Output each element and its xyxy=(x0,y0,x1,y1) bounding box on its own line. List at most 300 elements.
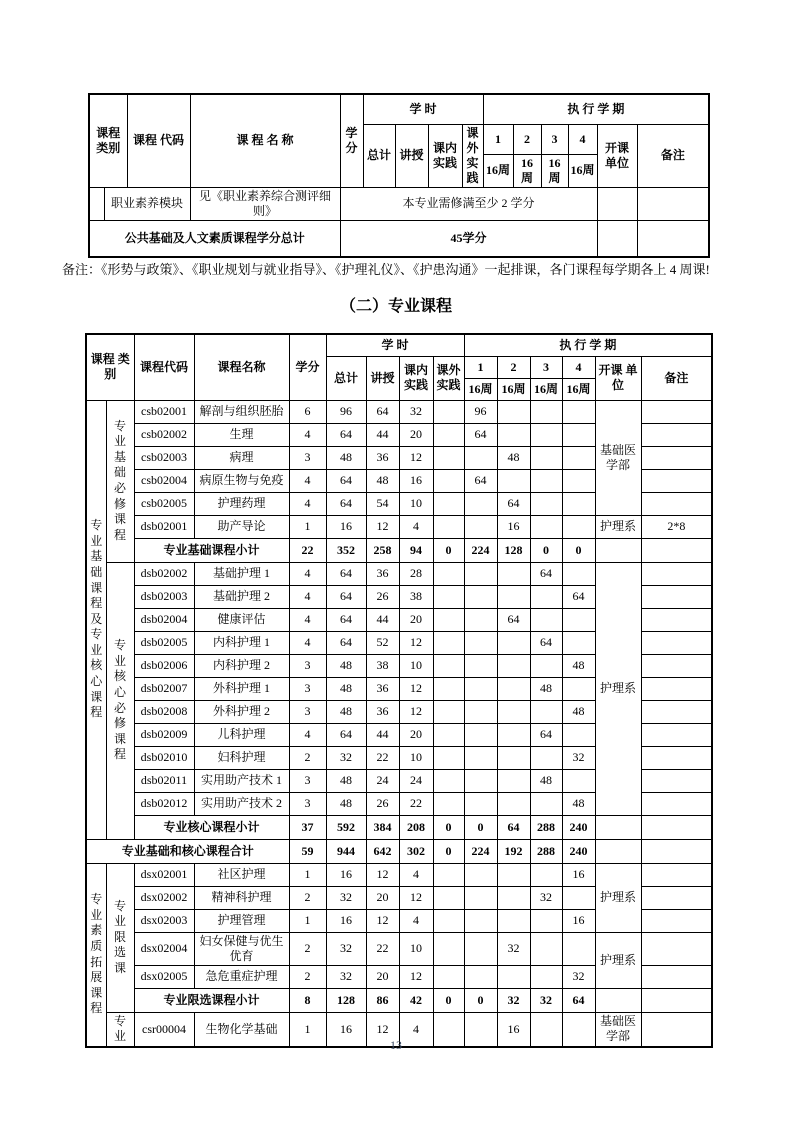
course-code: dsb02011 xyxy=(134,769,194,792)
sem4-hours: 64 xyxy=(562,585,595,608)
hours-practice-out-value xyxy=(433,608,464,631)
hours-total-value: 64 xyxy=(326,423,366,446)
sem2-hours xyxy=(497,863,530,886)
subtotal-label: 专业基础课程小计 xyxy=(134,538,289,562)
remark-cell xyxy=(641,886,712,909)
sem4-hours: 48 xyxy=(562,654,595,677)
col-hours: 学 时 xyxy=(326,334,464,356)
remark-cell xyxy=(641,863,712,886)
course-code: dsx02005 xyxy=(134,965,194,988)
col-sem-3: 3 xyxy=(530,356,562,378)
sem3-hours xyxy=(530,446,562,469)
subcategory-cell xyxy=(106,562,134,839)
hours-total-value: 592 xyxy=(326,815,366,839)
remark-cell xyxy=(641,815,712,839)
sem2-hours xyxy=(497,631,530,654)
hours-practice-in-value: 10 xyxy=(399,932,433,965)
sem2-hours xyxy=(497,654,530,677)
hours-practice-in-value: 12 xyxy=(399,677,433,700)
hours-practice-out-value xyxy=(433,965,464,988)
hours-lecture-value: 36 xyxy=(366,562,399,585)
category-cell xyxy=(86,863,106,1047)
sem2-hours xyxy=(497,562,530,585)
remark-cell xyxy=(641,746,712,769)
hours-total-value: 48 xyxy=(326,654,366,677)
col-remark: 备注 xyxy=(637,124,709,187)
subtotal-row xyxy=(86,988,712,1012)
col-sem-3: 3 xyxy=(541,124,568,154)
unit-cell: 基础医学部 xyxy=(595,400,641,515)
sem3-hours: 32 xyxy=(530,886,562,909)
sem4-hours: 32 xyxy=(562,746,595,769)
credit-value: 2 xyxy=(289,746,326,769)
course-name: 生物化学基础 xyxy=(194,1012,289,1047)
remark-cell xyxy=(641,723,712,746)
hours-practice-out-value xyxy=(433,886,464,909)
course-name: 内科护理 1 xyxy=(194,631,289,654)
hours-lecture-value: 44 xyxy=(366,423,399,446)
course-code: csb02004 xyxy=(134,469,194,492)
credit-value: 3 xyxy=(289,792,326,815)
hours-total-value: 944 xyxy=(326,839,366,863)
sem3-hours xyxy=(530,515,562,538)
col-credit: 学分 xyxy=(289,334,326,400)
sem3-hours: 64 xyxy=(530,631,562,654)
remark-cell xyxy=(641,769,712,792)
course-name: 实用助产技术 1 xyxy=(194,769,289,792)
sem2-hours: 32 xyxy=(497,932,530,965)
col-sem-4: 4 xyxy=(562,356,595,378)
empty-cell xyxy=(89,187,104,220)
col-name: 课程名称 xyxy=(194,334,289,400)
course-name: 生理 xyxy=(194,423,289,446)
module-row xyxy=(89,187,709,220)
sem2-hours xyxy=(497,423,530,446)
sem2-hours xyxy=(497,700,530,723)
sem1-hours xyxy=(464,446,497,469)
credit-value: 4 xyxy=(289,631,326,654)
sem4-hours xyxy=(562,723,595,746)
credit-value: 59 xyxy=(289,839,326,863)
sem2-hours xyxy=(497,769,530,792)
sem1-hours: 0 xyxy=(464,815,497,839)
sem4-hours: 64 xyxy=(562,988,595,1012)
hours-practice-out-value xyxy=(433,585,464,608)
table-header-row xyxy=(86,334,712,356)
course-name: 妇女保健与优生优育 xyxy=(194,932,289,965)
credit-value: 3 xyxy=(289,677,326,700)
hours-lecture-value: 26 xyxy=(366,792,399,815)
col-practice-out: 课外实践 xyxy=(433,356,464,400)
page-number: 13 xyxy=(390,1038,402,1052)
hours-practice-out-value xyxy=(433,492,464,515)
sem4-hours xyxy=(562,515,595,538)
sem2-hours xyxy=(497,723,530,746)
remark-cell xyxy=(641,469,712,492)
remark-cell xyxy=(637,187,709,220)
hours-lecture-value: 24 xyxy=(366,769,399,792)
credit-value: 4 xyxy=(289,492,326,515)
credit-value: 1 xyxy=(289,909,326,932)
credit-value: 1 xyxy=(289,515,326,538)
course-name: 基础护理 1 xyxy=(194,562,289,585)
hours-lecture-value: 20 xyxy=(366,965,399,988)
sem2-hours: 64 xyxy=(497,492,530,515)
sem4-hours: 32 xyxy=(562,965,595,988)
sem3-hours xyxy=(530,492,562,515)
sem1-hours xyxy=(464,492,497,515)
col-sem1-weeks: 16周 xyxy=(483,154,513,187)
col-hours-total: 总计 xyxy=(363,124,395,187)
hours-lecture-value: 64 xyxy=(366,400,399,423)
subcategory-cell xyxy=(106,400,134,562)
col-sem2-weeks: 16周 xyxy=(513,154,541,187)
hours-lecture-value: 54 xyxy=(366,492,399,515)
col-sem-1: 1 xyxy=(483,124,513,154)
sem3-hours: 288 xyxy=(530,839,562,863)
sem1-hours xyxy=(464,932,497,965)
hours-practice-in-value: 12 xyxy=(399,700,433,723)
course-code: dsb02005 xyxy=(134,631,194,654)
course-code: dsb02002 xyxy=(134,562,194,585)
hours-lecture-value: 384 xyxy=(366,815,399,839)
credit-value: 2 xyxy=(289,932,326,965)
hours-practice-in-value: 28 xyxy=(399,562,433,585)
col-semester: 执 行 学 期 xyxy=(483,94,709,124)
sem2-hours: 64 xyxy=(497,815,530,839)
sem4-hours: 16 xyxy=(562,863,595,886)
hours-lecture-value: 86 xyxy=(366,988,399,1012)
credit-value: 2 xyxy=(289,886,326,909)
hours-practice-out-value xyxy=(433,469,464,492)
category-cell xyxy=(86,400,106,839)
col-practice-out: 课外实践 xyxy=(462,124,483,187)
hours-practice-out-value: 0 xyxy=(433,988,464,1012)
col-credit: 学分 xyxy=(340,94,363,187)
col-sem-2: 2 xyxy=(513,124,541,154)
note-text: 备注：《形势与政策》、《职业规划与就业指导》、《护理礼仪》、《护患沟通》一起排课，各门课程每学期各上 4 周课! xyxy=(62,262,710,277)
sem2-hours xyxy=(497,400,530,423)
sem3-hours: 48 xyxy=(530,769,562,792)
sem3-hours xyxy=(530,932,562,965)
course-code: dsx02002 xyxy=(134,886,194,909)
course-code: dsb02009 xyxy=(134,723,194,746)
sem3-hours xyxy=(530,423,562,446)
hours-total-value: 32 xyxy=(326,965,366,988)
course-name: 外科护理 1 xyxy=(194,677,289,700)
sem1-hours xyxy=(464,562,497,585)
credit-value: 37 xyxy=(289,815,326,839)
sem4-hours: 0 xyxy=(562,538,595,562)
hours-practice-in-value: 20 xyxy=(399,608,433,631)
hours-practice-out-value xyxy=(433,515,464,538)
hours-practice-in-value: 4 xyxy=(399,1012,433,1047)
course-code: dsb02012 xyxy=(134,792,194,815)
hours-lecture-value: 22 xyxy=(366,746,399,769)
unit-cell: 护理系 xyxy=(595,515,641,538)
group-total-row xyxy=(86,839,712,863)
sem3-hours xyxy=(530,746,562,769)
credit-value: 22 xyxy=(289,538,326,562)
hours-practice-in-value: 24 xyxy=(399,769,433,792)
subcategory-cell-label: 专业限选课 xyxy=(114,898,127,975)
course-name: 精神科护理 xyxy=(194,886,289,909)
hours-practice-in-value: 10 xyxy=(399,746,433,769)
col-hours-lecture: 讲授 xyxy=(366,356,399,400)
sem4-hours xyxy=(562,608,595,631)
sem1-hours: 224 xyxy=(464,839,497,863)
unit-cell xyxy=(595,815,641,839)
hours-practice-in-value: 302 xyxy=(399,839,433,863)
course-name: 护理药理 xyxy=(194,492,289,515)
remark-cell xyxy=(641,492,712,515)
credit-value: 4 xyxy=(289,469,326,492)
sem4-hours: 48 xyxy=(562,792,595,815)
course-code: csr00004 xyxy=(134,1012,194,1047)
hours-practice-in-value: 16 xyxy=(399,469,433,492)
sem3-hours: 64 xyxy=(530,562,562,585)
col-unit: 开课 单位 xyxy=(597,124,637,187)
hours-practice-out-value xyxy=(433,792,464,815)
hours-lecture-value: 12 xyxy=(366,909,399,932)
remark-cell xyxy=(641,446,712,469)
sem2-hours xyxy=(497,909,530,932)
hours-practice-out-value xyxy=(433,677,464,700)
course-code: csb02005 xyxy=(134,492,194,515)
hours-practice-in-value: 38 xyxy=(399,585,433,608)
sem4-hours xyxy=(562,423,595,446)
hours-lecture-value: 36 xyxy=(366,446,399,469)
course-code: csb02001 xyxy=(134,400,194,423)
hours-total-value: 32 xyxy=(326,932,366,965)
sem1-hours xyxy=(464,585,497,608)
sem4-hours xyxy=(562,769,595,792)
hours-total-value: 352 xyxy=(326,538,366,562)
course-name: 助产导论 xyxy=(194,515,289,538)
hours-practice-in-value: 12 xyxy=(399,631,433,654)
category-cell-label: 专业素质拓展课程 xyxy=(90,892,103,1016)
sem3-hours xyxy=(530,608,562,631)
sem2-hours xyxy=(497,965,530,988)
course-code: dsx02001 xyxy=(134,863,194,886)
sem1-hours: 224 xyxy=(464,538,497,562)
hours-practice-out-value xyxy=(433,654,464,677)
course-name: 解剖与组织胚胎 xyxy=(194,400,289,423)
course-name: 内科护理 2 xyxy=(194,654,289,677)
remark-cell xyxy=(641,654,712,677)
hours-practice-in-value: 12 xyxy=(399,965,433,988)
col-remark: 备注 xyxy=(641,356,712,400)
sem1-hours xyxy=(464,515,497,538)
sem4-hours xyxy=(562,677,595,700)
sem4-hours xyxy=(562,932,595,965)
course-name: 基础护理 2 xyxy=(194,585,289,608)
course-code: csb02002 xyxy=(134,423,194,446)
course-name: 护理管理 xyxy=(194,909,289,932)
sem2-hours: 64 xyxy=(497,608,530,631)
col-hours-total: 总计 xyxy=(326,356,366,400)
module-requirement: 本专业需修满至少 2 学分 xyxy=(340,187,597,220)
col-hours: 学 时 xyxy=(363,94,483,124)
col-practice-in: 课内实践 xyxy=(399,356,433,400)
sem1-hours xyxy=(464,965,497,988)
hours-practice-in-value: 4 xyxy=(399,863,433,886)
course-name: 社区护理 xyxy=(194,863,289,886)
group-total-label: 专业基础和核心课程合计 xyxy=(86,839,289,863)
hours-practice-out-value xyxy=(433,423,464,446)
sem2-hours: 32 xyxy=(497,988,530,1012)
hours-total-value: 48 xyxy=(326,700,366,723)
hours-practice-out-value xyxy=(433,631,464,654)
hours-total-value: 64 xyxy=(326,608,366,631)
hours-lecture-value: 36 xyxy=(366,677,399,700)
hours-practice-in-value: 32 xyxy=(399,400,433,423)
sem3-hours: 0 xyxy=(530,538,562,562)
sem1-hours xyxy=(464,792,497,815)
sem4-hours: 240 xyxy=(562,815,595,839)
sem1-hours xyxy=(464,746,497,769)
unit-cell: 护理系 xyxy=(595,932,641,988)
hours-practice-out-value xyxy=(433,746,464,769)
course-name: 病理 xyxy=(194,446,289,469)
hours-lecture-value: 52 xyxy=(366,631,399,654)
sem1-hours: 0 xyxy=(464,988,497,1012)
hours-practice-in-value: 42 xyxy=(399,988,433,1012)
sem3-hours: 288 xyxy=(530,815,562,839)
col-sem-2: 2 xyxy=(497,356,530,378)
sem4-hours: 16 xyxy=(562,909,595,932)
hours-total-value: 48 xyxy=(326,769,366,792)
col-sem2-weeks: 16周 xyxy=(497,378,530,400)
sem3-hours xyxy=(530,965,562,988)
subtotal-label: 专业核心课程小计 xyxy=(134,815,289,839)
remark-cell: 2*8 xyxy=(641,515,712,538)
course-row xyxy=(86,400,712,423)
sem3-hours: 48 xyxy=(530,677,562,700)
remark-cell xyxy=(641,988,712,1012)
sem1-hours xyxy=(464,654,497,677)
hours-lecture-value: 642 xyxy=(366,839,399,863)
remark-cell xyxy=(641,932,712,965)
sem4-hours xyxy=(562,631,595,654)
hours-lecture-value: 20 xyxy=(366,886,399,909)
course-code: dsx02004 xyxy=(134,932,194,965)
col-code: 课程 代码 xyxy=(127,94,190,187)
hours-total-value: 32 xyxy=(326,886,366,909)
course-code: csb02003 xyxy=(134,446,194,469)
sem3-hours xyxy=(530,909,562,932)
hours-practice-in-value: 208 xyxy=(399,815,433,839)
remark-cell xyxy=(641,585,712,608)
remark-cell xyxy=(641,400,712,423)
sem2-hours: 16 xyxy=(497,515,530,538)
remark-cell xyxy=(637,220,709,257)
remark-cell xyxy=(641,538,712,562)
course-name: 健康评估 xyxy=(194,608,289,631)
credit-value: 8 xyxy=(289,988,326,1012)
credit-value: 3 xyxy=(289,446,326,469)
credits-total-row xyxy=(89,220,709,257)
sem4-hours xyxy=(562,492,595,515)
course-name: 儿科护理 xyxy=(194,723,289,746)
unit-cell xyxy=(595,839,641,863)
remark-cell xyxy=(641,631,712,654)
sem4-hours: 48 xyxy=(562,700,595,723)
col-code: 课程代码 xyxy=(134,334,194,400)
subtotal-label: 专业限选课程小计 xyxy=(134,988,289,1012)
col-sem4-weeks: 16周 xyxy=(568,154,597,187)
unit-cell: 护理系 xyxy=(595,562,641,815)
hours-practice-out-value xyxy=(433,909,464,932)
credit-value: 4 xyxy=(289,423,326,446)
remark-cell xyxy=(641,839,712,863)
hours-practice-out-value xyxy=(433,932,464,965)
hours-lecture-value: 48 xyxy=(366,469,399,492)
unit-cell xyxy=(595,538,641,562)
sem2-hours: 192 xyxy=(497,839,530,863)
sem1-hours xyxy=(464,723,497,746)
credit-value: 3 xyxy=(289,700,326,723)
credits-total-value: 45学分 xyxy=(340,220,597,257)
sem3-hours xyxy=(530,400,562,423)
hours-total-value: 16 xyxy=(326,515,366,538)
subcategory-cell-label: 专业基础必修课程 xyxy=(114,418,127,542)
subcategory-cell xyxy=(106,863,134,1012)
hours-total-value: 48 xyxy=(326,792,366,815)
col-category: 课程 类别 xyxy=(86,334,134,400)
col-sem-1: 1 xyxy=(464,356,497,378)
course-code: dsb02008 xyxy=(134,700,194,723)
hours-total-value: 64 xyxy=(326,492,366,515)
col-name: 课 程 名 称 xyxy=(190,94,340,187)
course-row xyxy=(86,863,712,886)
sem2-hours: 128 xyxy=(497,538,530,562)
col-sem1-weeks: 16周 xyxy=(464,378,497,400)
remark-cell xyxy=(641,965,712,988)
hours-practice-out-value xyxy=(433,769,464,792)
sem4-hours xyxy=(562,446,595,469)
col-sem4-weeks: 16周 xyxy=(562,378,595,400)
sem1-hours xyxy=(464,700,497,723)
hours-total-value: 32 xyxy=(326,746,366,769)
remark-cell xyxy=(641,909,712,932)
subtotal-row xyxy=(86,538,712,562)
sem1-hours xyxy=(464,631,497,654)
col-practice-in: 课内实践 xyxy=(428,124,462,187)
course-code: dsb02006 xyxy=(134,654,194,677)
credit-value: 4 xyxy=(289,562,326,585)
unit-cell xyxy=(595,988,641,1012)
course-name: 妇科护理 xyxy=(194,746,289,769)
remark-cell xyxy=(641,423,712,446)
hours-practice-out-value xyxy=(433,400,464,423)
sem4-hours xyxy=(562,469,595,492)
credit-value: 6 xyxy=(289,400,326,423)
general-courses-table xyxy=(88,93,710,258)
hours-practice-out-value xyxy=(433,446,464,469)
credits-total-label: 公共基础及人文素质课程学分总计 xyxy=(89,220,340,257)
hours-lecture-value: 38 xyxy=(366,654,399,677)
hours-total-value: 64 xyxy=(326,631,366,654)
sem2-hours xyxy=(497,469,530,492)
hours-lecture-value: 22 xyxy=(366,932,399,965)
hours-total-value: 64 xyxy=(326,562,366,585)
hours-total-value: 16 xyxy=(326,909,366,932)
sem2-hours xyxy=(497,677,530,700)
hours-total-value: 96 xyxy=(326,400,366,423)
hours-lecture-value: 12 xyxy=(366,1012,399,1047)
sem3-hours xyxy=(530,863,562,886)
